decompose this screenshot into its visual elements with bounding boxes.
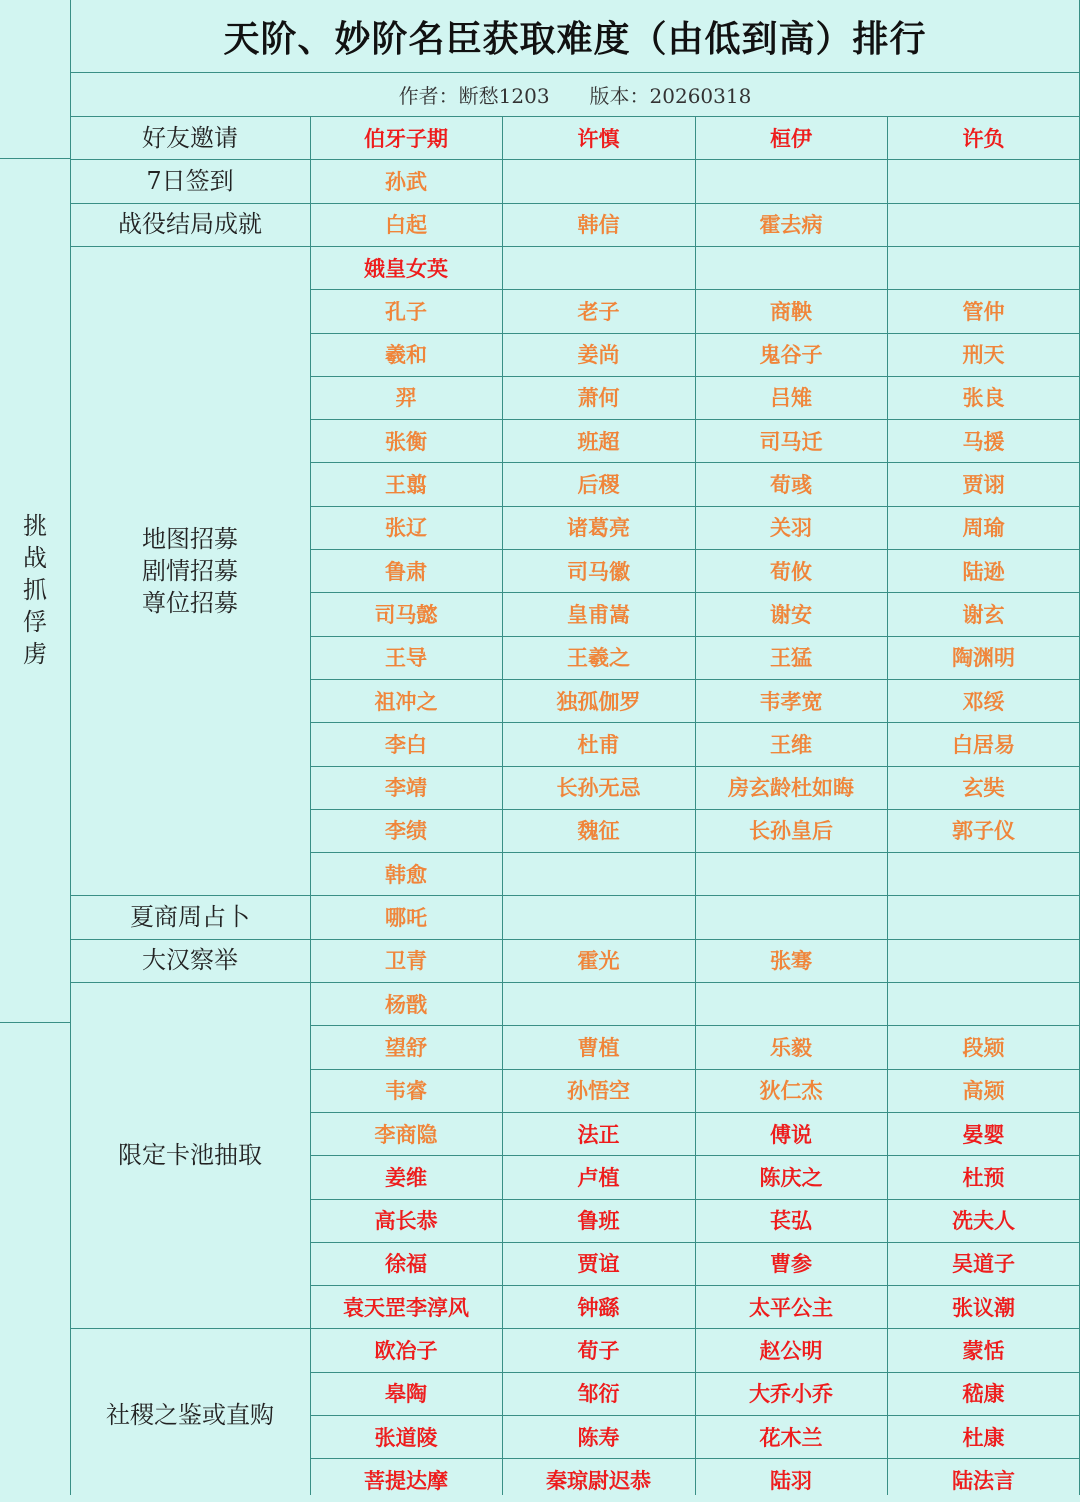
name-cell <box>887 203 1080 246</box>
name-cell: 韩愈 <box>385 862 427 887</box>
name-cell: 王导 <box>385 646 427 671</box>
name-cell: 李绩 <box>385 819 427 844</box>
grid-vline <box>70 0 71 1495</box>
name-cell: 姜尚 <box>577 343 620 368</box>
name-cell: 鬼谷子 <box>759 343 823 368</box>
name-cell: 太平公主 <box>749 1295 833 1320</box>
name-cell: 伯牙子期 <box>364 126 448 151</box>
name-cell: 班超 <box>577 429 620 454</box>
left-group-char: 俘 <box>23 608 47 636</box>
name-cell: 高颎 <box>962 1079 1005 1104</box>
name-cell: 皇甫嵩 <box>567 602 630 627</box>
name-cell: 杜甫 <box>577 732 620 757</box>
name-cell: 狄仁杰 <box>759 1079 823 1104</box>
category-label: 大汉察举 <box>142 946 238 975</box>
name-cell: 诸葛亮 <box>567 516 630 541</box>
name-cell: 吴道子 <box>952 1252 1015 1277</box>
name-cell: 张辽 <box>385 516 427 541</box>
name-cell: 霍光 <box>577 949 620 974</box>
name-cell: 段颎 <box>962 1035 1005 1060</box>
category-label: 好友邀请 <box>142 123 238 152</box>
left-group-label <box>0 158 70 1022</box>
name-cell: 杨戬 <box>385 992 427 1017</box>
name-cell <box>695 159 887 202</box>
name-cell: 高长恭 <box>374 1209 438 1234</box>
name-cell: 望舒 <box>385 1035 427 1060</box>
name-cell <box>502 895 695 938</box>
author-version-line: 作者：断愁1203 版本：20260318 <box>398 83 752 108</box>
name-cell: 赵公明 <box>759 1339 823 1364</box>
name-cell: 谢安 <box>770 602 812 627</box>
name-cell: 祖冲之 <box>374 689 438 714</box>
name-cell <box>695 895 887 938</box>
name-cell: 张议潮 <box>952 1295 1015 1320</box>
grid-hline <box>70 246 1080 247</box>
name-cell: 后稷 <box>577 473 620 498</box>
name-cell: 乐毅 <box>770 1035 812 1060</box>
name-cell: 司马懿 <box>374 602 438 627</box>
grid-hline <box>70 72 1080 73</box>
name-cell: 傅说 <box>770 1122 812 1147</box>
name-cell: 魏征 <box>577 819 620 844</box>
grid-hline <box>70 116 1080 117</box>
left-group-char: 挑 <box>23 512 47 540</box>
name-cell <box>502 982 695 1025</box>
name-cell: 孙武 <box>385 169 427 194</box>
name-cell <box>502 246 695 289</box>
name-cell: 萧何 <box>577 386 620 411</box>
name-cell: 菩提达摩 <box>364 1468 448 1493</box>
name-cell: 张良 <box>962 386 1005 411</box>
name-cell: 孙悟空 <box>567 1079 630 1104</box>
name-cell: 桓伊 <box>770 126 812 151</box>
name-cell: 陆羽 <box>770 1468 812 1493</box>
name-cell <box>887 159 1080 202</box>
name-cell: 鲁班 <box>577 1209 620 1234</box>
name-cell <box>887 852 1080 895</box>
name-cell <box>887 895 1080 938</box>
category-label: 限定卡池抽取 <box>118 1141 262 1170</box>
grid-hline <box>0 1022 70 1023</box>
name-cell: 谢玄 <box>962 602 1005 627</box>
name-cell: 贾诩 <box>962 473 1005 498</box>
left-group-char: 抓 <box>23 576 47 604</box>
name-cell: 白起 <box>385 213 427 238</box>
name-cell: 司马迁 <box>759 429 823 454</box>
name-cell: 鲁肃 <box>385 559 427 584</box>
name-cell: 王维 <box>770 732 812 757</box>
grid-vline <box>887 116 888 1495</box>
name-cell: 关羽 <box>770 516 812 541</box>
name-cell: 刑天 <box>962 343 1005 368</box>
name-cell: 李靖 <box>385 776 427 801</box>
name-cell: 荀攸 <box>770 559 812 584</box>
name-cell: 独孤伽罗 <box>556 689 641 714</box>
category-label: 战役结局成就 <box>118 210 262 239</box>
grid-hline <box>70 939 1080 940</box>
name-cell: 管仲 <box>962 299 1005 324</box>
name-cell: 蒙恬 <box>962 1339 1005 1364</box>
grid-hline <box>70 203 1080 204</box>
name-cell: 房玄龄杜如晦 <box>728 776 854 801</box>
category-label: 社稷之鉴或直购 <box>106 1400 274 1429</box>
category-label: 地图招募 剧情招募 尊位招募 <box>142 524 238 617</box>
name-cell: 许慎 <box>577 126 620 151</box>
name-cell: 张骞 <box>770 949 812 974</box>
name-cell: 孔子 <box>385 299 427 324</box>
name-cell: 张道陵 <box>374 1425 438 1450</box>
left-group-label <box>0 1022 70 1495</box>
name-cell: 马援 <box>962 429 1005 454</box>
grid-hline <box>0 158 70 159</box>
name-cell: 司马徽 <box>567 559 630 584</box>
grid-vline <box>695 116 696 1495</box>
name-cell: 陈庆之 <box>759 1165 823 1190</box>
grid-vline <box>502 116 503 1495</box>
left-group-char: 战 <box>23 544 47 572</box>
grid-hline <box>70 982 1080 983</box>
name-cell: 杜预 <box>962 1165 1005 1190</box>
name-cell: 长孙皇后 <box>749 819 833 844</box>
name-cell: 贾谊 <box>577 1252 620 1277</box>
name-cell: 张衡 <box>385 429 427 454</box>
name-cell: 韦孝宽 <box>759 689 823 714</box>
name-cell: 秦琼尉迟恭 <box>546 1468 651 1493</box>
name-cell <box>887 939 1080 982</box>
name-cell <box>502 852 695 895</box>
name-cell: 徐福 <box>385 1252 427 1277</box>
name-cell: 皋陶 <box>385 1382 427 1407</box>
name-cell: 娥皇女英 <box>364 256 448 281</box>
name-cell: 王猛 <box>770 646 812 671</box>
name-cell: 卫青 <box>385 949 427 974</box>
name-cell: 陶渊明 <box>952 646 1015 671</box>
name-cell: 李商隐 <box>374 1122 438 1147</box>
name-cell: 周瑜 <box>962 516 1005 541</box>
category-label: 7日签到 <box>146 166 234 195</box>
name-cell: 长孙无忌 <box>556 776 641 801</box>
name-cell: 郭子仪 <box>952 819 1015 844</box>
grid-hline <box>70 1328 1080 1329</box>
name-cell <box>502 159 695 202</box>
name-cell: 王羲之 <box>567 646 630 671</box>
name-cell: 哪吒 <box>385 906 427 931</box>
name-cell: 荀子 <box>577 1339 620 1364</box>
name-cell: 袁天罡李淳风 <box>343 1295 469 1320</box>
name-cell: 欧冶子 <box>374 1339 438 1364</box>
name-cell: 曹植 <box>577 1035 620 1060</box>
name-cell: 法正 <box>577 1122 620 1147</box>
name-cell: 陆法言 <box>952 1468 1015 1493</box>
grid-hline <box>70 895 1080 896</box>
category-label: 夏商周占卜 <box>130 903 250 932</box>
name-cell: 邓绥 <box>962 689 1005 714</box>
sheet-title: 天阶、妙阶名臣获取难度（由低到高）排行 <box>223 18 927 60</box>
name-cell: 吕雉 <box>770 386 812 411</box>
grid-hline <box>70 159 1080 160</box>
name-cell: 邹衍 <box>577 1382 620 1407</box>
name-cell: 陈寿 <box>577 1425 620 1450</box>
name-cell <box>695 852 887 895</box>
name-cell: 霍去病 <box>759 213 823 238</box>
name-cell: 白居易 <box>952 732 1015 757</box>
name-cell: 花木兰 <box>759 1425 823 1450</box>
name-cell: 李白 <box>385 732 427 757</box>
name-cell: 大乔小乔 <box>749 1382 833 1407</box>
name-cell <box>695 982 887 1025</box>
name-cell: 羿 <box>395 386 417 411</box>
name-cell: 玄奘 <box>962 776 1005 801</box>
name-cell: 韩信 <box>577 213 620 238</box>
name-cell: 曹参 <box>770 1252 812 1277</box>
name-cell: 嵇康 <box>962 1382 1005 1407</box>
name-cell: 许负 <box>962 126 1005 151</box>
name-cell: 王翦 <box>385 473 427 498</box>
name-cell: 荀彧 <box>770 473 812 498</box>
name-cell: 冼夫人 <box>952 1209 1015 1234</box>
name-cell <box>887 246 1080 289</box>
name-cell: 杜康 <box>962 1425 1005 1450</box>
name-cell: 羲和 <box>385 343 427 368</box>
name-cell <box>695 246 887 289</box>
name-cell: 晏婴 <box>962 1122 1005 1147</box>
name-cell: 陆逊 <box>962 559 1005 584</box>
name-cell: 钟繇 <box>577 1295 620 1320</box>
name-cell: 商鞅 <box>770 299 812 324</box>
name-cell: 卢植 <box>577 1165 620 1190</box>
name-cell: 姜维 <box>385 1165 427 1190</box>
grid-vline <box>310 116 311 1495</box>
name-cell: 韦睿 <box>385 1079 427 1104</box>
name-cell: 苌弘 <box>770 1209 812 1234</box>
name-cell: 老子 <box>577 299 620 324</box>
left-group-char: 虏 <box>23 640 47 668</box>
name-cell <box>887 982 1080 1025</box>
